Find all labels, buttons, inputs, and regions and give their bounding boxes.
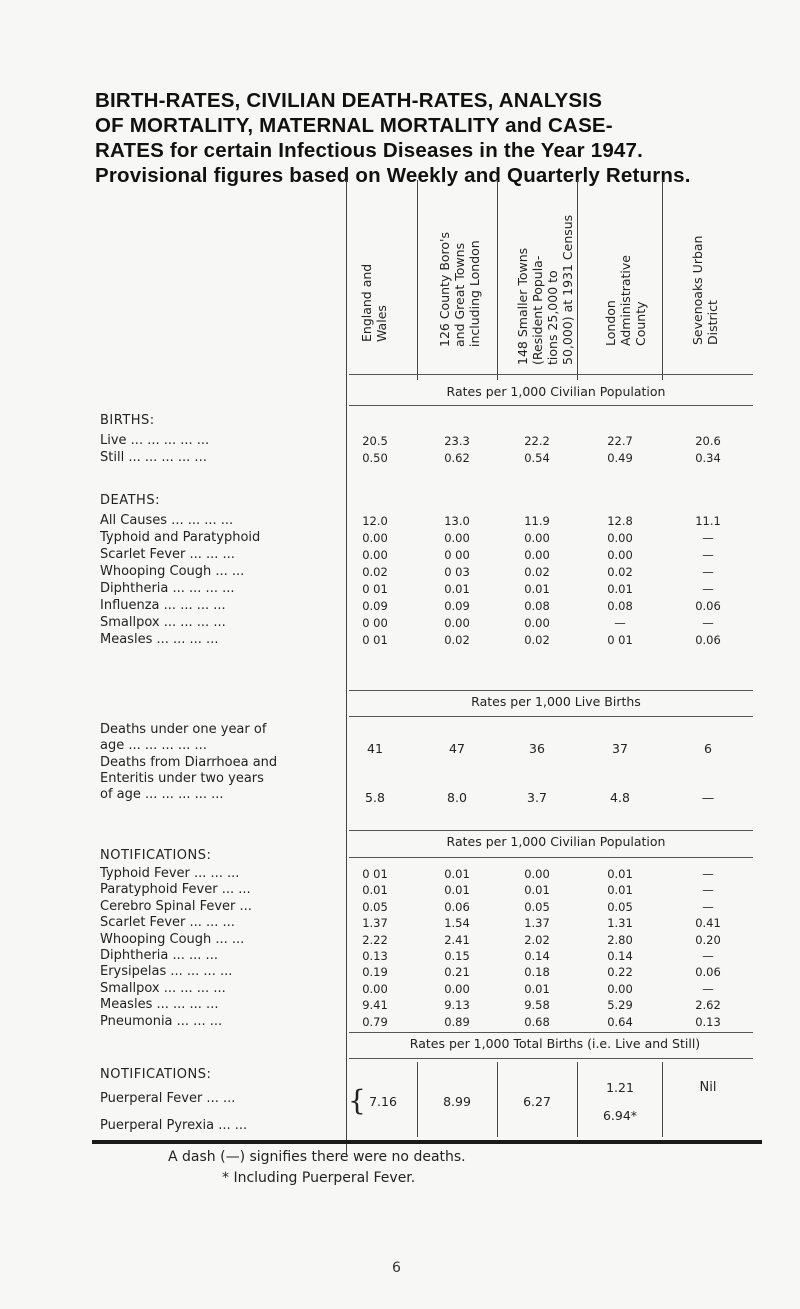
- section-notifications-2: NOTIFICATIONS:: [100, 1067, 212, 1082]
- header-rule: [349, 374, 753, 375]
- cell-smaller-towns: 0.18: [524, 965, 550, 980]
- cell-london-county: 0.08: [607, 599, 633, 613]
- title-line-3: RATES for certain Infectious Diseases in the Year 1947.: [95, 139, 644, 162]
- cell-smaller-towns: 0.14: [524, 949, 550, 963]
- column-header-line: including London: [467, 240, 482, 347]
- column-rule: [497, 180, 498, 380]
- cell-sevenoaks: —: [702, 616, 714, 630]
- cell-smaller-towns: 0.02: [524, 565, 550, 579]
- cell-puerperal-smaller-towns: 6.27: [523, 1094, 551, 1109]
- cell-county-boros: 0.00: [444, 981, 470, 996]
- cell-smaller-towns: 9.58: [524, 998, 550, 1013]
- cell-county-boros: 0.00: [444, 616, 470, 630]
- cell-england-wales: 2.22: [362, 932, 388, 947]
- column-rule: [577, 1062, 578, 1137]
- cell-england-wales: 0.13: [362, 949, 388, 963]
- cell-london-county: 0.01: [607, 867, 633, 881]
- cell-sevenoaks: —: [702, 531, 714, 545]
- column-rule: [417, 1062, 418, 1137]
- cell-london-county: 1.31: [607, 916, 633, 931]
- cell-county-boros: 0.15: [444, 949, 470, 963]
- cell-puerperal-england-wales: 7.16: [369, 1094, 397, 1109]
- cell-london-county: —: [614, 616, 626, 630]
- cell-smaller-towns: 3.7: [527, 790, 547, 805]
- section-notifications: NOTIFICATIONS:: [100, 848, 212, 863]
- row-label-diarrhoea: of age ... ... ... ... ...: [100, 787, 224, 802]
- cell-county-boros: 0.62: [444, 451, 470, 465]
- caption-rule: [349, 1032, 753, 1033]
- cell-sevenoaks: 0.06: [695, 599, 721, 613]
- row-label-deaths-under-one: Deaths under one year of: [100, 722, 267, 737]
- cell-england-wales: 0.00: [362, 531, 388, 545]
- cell-county-boros: 0.00: [444, 531, 470, 545]
- cell-county-boros: 23.3: [444, 434, 470, 448]
- cell-sevenoaks: 0.13: [695, 1014, 721, 1029]
- cell-england-wales: 9.41: [362, 998, 388, 1013]
- cell-smaller-towns: 22.2: [524, 434, 550, 448]
- cell-county-boros: 0.02: [444, 633, 470, 647]
- caption-rule: [349, 716, 753, 717]
- cell-sevenoaks: 0.06: [695, 965, 721, 980]
- cell-london-county: 0 01: [607, 633, 633, 647]
- row-label-deaths: Whooping Cough ... ...: [100, 564, 245, 579]
- row-label-diarrhoea: Enteritis under two years: [100, 771, 264, 786]
- cell-england-wales: 0 01: [362, 633, 388, 647]
- cell-england-wales: 0 01: [362, 582, 388, 596]
- cell-smaller-towns: 0.01: [524, 582, 550, 596]
- cell-england-wales: 20.5: [362, 434, 388, 448]
- title-line-1: BIRTH-RATES, CIVILIAN DEATH-RATES, ANALYSIS: [95, 89, 603, 112]
- cell-county-boros: 0 03: [444, 565, 470, 579]
- title-line-2: OF MORTALITY, MATERNAL MORTALITY and CASE-: [95, 114, 613, 137]
- cell-london-county: 5.29: [607, 998, 633, 1013]
- row-label-deaths: Diphtheria ... ... ... ...: [100, 581, 235, 596]
- cell-smaller-towns: 0.01: [524, 883, 550, 898]
- column-header-line: Sevenoaks Urban: [690, 235, 705, 345]
- cell-sevenoaks: 0.06: [695, 633, 721, 647]
- section-births: BIRTHS:: [100, 413, 155, 428]
- row-label-notifications: Typhoid Fever ... ... ...: [100, 866, 240, 881]
- cell-london-county: 0.00: [607, 981, 633, 996]
- row-label-notifications: Pneumonia ... ... ...: [100, 1013, 223, 1029]
- footnote-dash: A dash (—) signifies there were no deaths.: [168, 1149, 466, 1165]
- cell-sevenoaks: —: [702, 867, 714, 881]
- cell-sevenoaks: 11.1: [695, 514, 721, 528]
- cell-county-boros: 0.89: [444, 1014, 470, 1029]
- cell-london-county: 0.00: [607, 531, 633, 545]
- column-rule: [497, 1062, 498, 1137]
- row-label-notifications: Erysipelas ... ... ... ...: [100, 964, 233, 980]
- column-header-line: Administrative: [618, 255, 633, 346]
- row-label-notifications: Scarlet Fever ... ... ...: [100, 915, 235, 931]
- cell-county-boros: 0.01: [444, 582, 470, 596]
- cell-england-wales: 0.19: [362, 965, 388, 980]
- cell-smaller-towns: 2.02: [524, 932, 550, 947]
- cell-london-county: 0.05: [607, 899, 633, 914]
- row-label-births: Still ... ... ... ... ...: [100, 450, 207, 465]
- row-label-deaths: Scarlet Fever ... ... ...: [100, 547, 235, 562]
- cell-england-wales: 0.50: [362, 451, 388, 465]
- cell-county-boros: 0.01: [444, 867, 470, 881]
- column-header-line: England and: [359, 263, 374, 342]
- cell-county-boros: 9.13: [444, 998, 470, 1013]
- cell-sevenoaks: —: [702, 949, 714, 963]
- cell-puerperal-sevenoaks: Nil: [699, 1080, 717, 1095]
- caption-rule: [349, 1058, 753, 1059]
- cell-county-boros: 8.0: [447, 790, 467, 805]
- column-header-line: County: [633, 301, 648, 346]
- cell-smaller-towns: 0.02: [524, 633, 550, 647]
- cell-england-wales: 0 00: [362, 616, 388, 630]
- row-label-puerperal-fever: Puerperal Fever ... ...: [100, 1091, 236, 1106]
- row-label-notifications: Measles ... ... ... ...: [100, 997, 219, 1013]
- column-header-line: tions 25,000 to: [545, 270, 560, 365]
- cell-puerperal-county-boros: 8.99: [443, 1094, 471, 1109]
- cell-sevenoaks: —: [702, 981, 714, 996]
- caption-civilian-population-2: Rates per 1,000 Civilian Population: [446, 834, 666, 849]
- cell-london-county: 0.14: [607, 949, 633, 963]
- cell-sevenoaks: —: [702, 548, 714, 562]
- cell-sevenoaks: —: [702, 565, 714, 579]
- brace-symbol: {: [348, 1084, 366, 1117]
- cell-county-boros: 2.41: [444, 932, 470, 947]
- cell-england-wales: 41: [367, 741, 383, 756]
- cell-smaller-towns: 11.9: [524, 514, 550, 528]
- cell-sevenoaks: 20.6: [695, 434, 721, 448]
- cell-smaller-towns: 0.05: [524, 899, 550, 914]
- cell-county-boros: 13.0: [444, 514, 470, 528]
- caption-civilian-population: Rates per 1,000 Civilian Population: [446, 384, 666, 399]
- cell-county-boros: 47: [449, 741, 465, 756]
- document-title: [95, 88, 785, 188]
- cell-smaller-towns: 0.00: [524, 548, 550, 562]
- caption-rule: [349, 690, 753, 691]
- row-label-deaths: Smallpox ... ... ... ...: [100, 615, 226, 630]
- cell-smaller-towns: 0.00: [524, 867, 550, 881]
- cell-london-county: 0.01: [607, 883, 633, 898]
- table-bottom-rule: [92, 1140, 762, 1144]
- row-label-births: Live ... ... ... ... ...: [100, 433, 210, 448]
- cell-london-county: 37: [612, 741, 628, 756]
- row-label-notifications: Whooping Cough ... ...: [100, 931, 245, 947]
- caption-rule: [349, 405, 753, 406]
- cell-smaller-towns: 1.37: [524, 916, 550, 931]
- cell-county-boros: 1.54: [444, 916, 470, 931]
- cell-sevenoaks: —: [702, 582, 714, 596]
- cell-london-county: 22.7: [607, 434, 633, 448]
- row-label-notifications: Cerebro Spinal Fever ...: [100, 898, 252, 914]
- cell-london-county: 12.8: [607, 514, 633, 528]
- column-rule: [417, 180, 418, 380]
- column-header-line: and Great Towns: [452, 242, 467, 347]
- cell-england-wales: 0.01: [362, 883, 388, 898]
- column-header-line: (Resident Popula-: [530, 255, 545, 365]
- cell-london-county: 0.00: [607, 548, 633, 562]
- column-header-148-smaller-towns: [515, 185, 579, 365]
- cell-smaller-towns: 0.00: [524, 531, 550, 545]
- cell-england-wales: 0.02: [362, 565, 388, 579]
- cell-smaller-towns: 0.54: [524, 451, 550, 465]
- column-header-line: 148 Smaller Towns: [515, 247, 530, 365]
- column-rule: [662, 1062, 663, 1137]
- section-deaths: DEATHS:: [100, 493, 160, 508]
- cell-sevenoaks: 2.62: [695, 998, 721, 1013]
- cell-sevenoaks: 6: [704, 741, 712, 756]
- column-rule: [346, 180, 347, 1155]
- caption-total-births: Rates per 1,000 Total Births (i.e. Live and Still): [409, 1036, 701, 1051]
- row-label-deaths: Influenza ... ... ... ...: [100, 598, 226, 613]
- cell-smaller-towns: 0.68: [524, 1014, 550, 1029]
- cell-county-boros: 0.09: [444, 599, 470, 613]
- cell-sevenoaks: —: [702, 899, 714, 914]
- cell-sevenoaks: 0.34: [695, 451, 721, 465]
- caption-rule: [349, 830, 753, 831]
- column-rule: [662, 180, 663, 380]
- cell-smaller-towns: 36: [529, 741, 545, 756]
- caption-live-births: Rates per 1,000 Live Births: [471, 694, 641, 709]
- cell-county-boros: 0.21: [444, 965, 470, 980]
- cell-england-wales: 0.05: [362, 899, 388, 914]
- cell-london-county: 4.8: [610, 790, 630, 805]
- column-header-line: London: [603, 300, 618, 346]
- title-line-4: Provisional figures based on Weekly and Quarterly Returns.: [95, 164, 691, 187]
- column-header-sevenoaks: [690, 205, 724, 345]
- cell-puerperal-london-b: 6.94*: [602, 1108, 638, 1123]
- cell-puerperal-london-a: 1.21: [606, 1080, 634, 1095]
- cell-london-county: 0.64: [607, 1014, 633, 1029]
- cell-england-wales: 0.00: [362, 548, 388, 562]
- column-header-line: District: [705, 300, 720, 345]
- cell-england-wales: 0.00: [362, 981, 388, 996]
- cell-england-wales: 0.09: [362, 599, 388, 613]
- row-label-deaths: Typhoid and Paratyphoid: [100, 530, 261, 545]
- column-header-line: 126 County Boro's: [437, 231, 452, 347]
- cell-london-county: 0.01: [607, 582, 633, 596]
- cell-sevenoaks: —: [702, 883, 714, 898]
- cell-smaller-towns: 0.08: [524, 599, 550, 613]
- cell-england-wales: 1.37: [362, 916, 388, 931]
- cell-county-boros: 0.06: [444, 899, 470, 914]
- row-label-deaths: All Causes ... ... ... ...: [100, 513, 234, 528]
- column-header-line: 50,000) at 1931 Census: [560, 214, 575, 365]
- cell-england-wales: 0 01: [362, 867, 388, 881]
- column-header-126-county-boros: [437, 197, 485, 347]
- cell-london-county: 2.80: [607, 932, 633, 947]
- column-header-line: Wales: [374, 305, 389, 342]
- cell-england-wales: 12.0: [362, 514, 388, 528]
- cell-county-boros: 0 00: [444, 548, 470, 562]
- caption-rule: [349, 857, 753, 858]
- row-label-deaths-under-one: age ... ... ... ... ...: [100, 738, 207, 753]
- cell-london-county: 0.49: [607, 451, 633, 465]
- cell-sevenoaks: 0.20: [695, 932, 721, 947]
- row-label-notifications: Diphtheria ... ... ...: [100, 948, 218, 963]
- row-label-diarrhoea: Deaths from Diarrhoea and: [100, 755, 278, 770]
- column-header-london-county: [603, 206, 651, 346]
- cell-england-wales: 5.8: [365, 790, 385, 805]
- cell-smaller-towns: 0.00: [524, 616, 550, 630]
- cell-london-county: 0.22: [607, 965, 633, 980]
- cell-sevenoaks: —: [701, 790, 715, 805]
- cell-england-wales: 0.79: [362, 1014, 388, 1029]
- row-label-deaths: Measles ... ... ... ...: [100, 632, 219, 647]
- cell-smaller-towns: 0.01: [524, 981, 550, 996]
- footnote-star: * Including Puerperal Fever.: [222, 1170, 416, 1186]
- cell-sevenoaks: 0.41: [695, 916, 721, 931]
- column-header-england-wales: [359, 202, 393, 342]
- row-label-puerperal-pyrexia: Puerperal Pyrexia ... ...: [100, 1118, 248, 1133]
- cell-county-boros: 0.01: [444, 883, 470, 898]
- row-label-notifications: Paratyphoid Fever ... ...: [100, 882, 251, 898]
- page-number: 6: [392, 1260, 401, 1276]
- row-label-notifications: Smallpox ... ... ... ...: [100, 980, 226, 996]
- cell-london-county: 0.02: [607, 565, 633, 579]
